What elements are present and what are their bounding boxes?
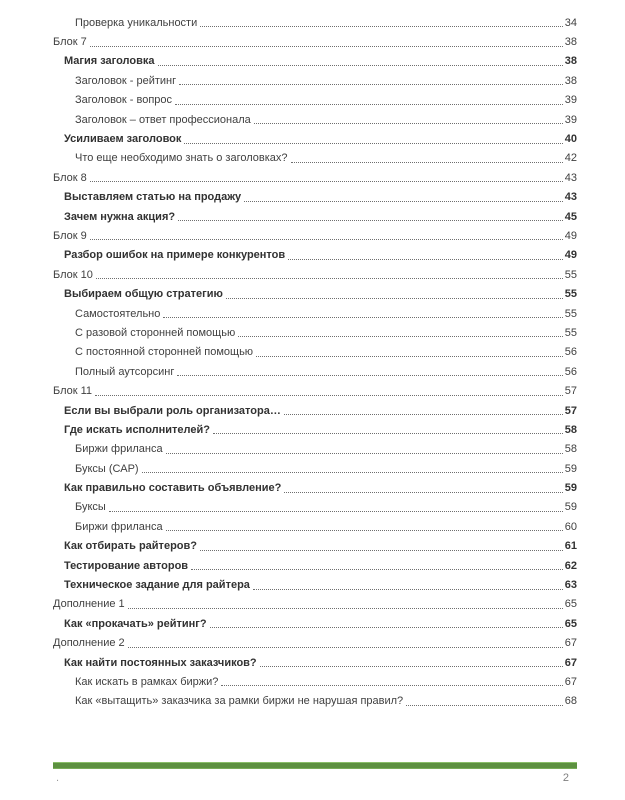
toc-entry-page: 67 [564, 675, 577, 688]
toc-entry[interactable] [53, 207, 577, 226]
dot-leader [200, 542, 563, 551]
toc-entry-page: 42 [564, 152, 577, 165]
toc-entry-label: Техническое задание для райтера [64, 579, 250, 592]
dot-leader [178, 212, 563, 221]
toc-entry[interactable] [53, 595, 577, 614]
toc-entry-page: 57 [564, 385, 577, 398]
toc-entry-label: Как отбирать райтеров? [64, 540, 197, 553]
toc-entry-page: 38 [564, 36, 577, 49]
toc-entry-label: Что еще необходимо знать о заголовках? [75, 152, 288, 165]
toc-entry-page: 59 [564, 501, 577, 514]
toc-entry[interactable] [53, 129, 577, 148]
toc-entry-page: 58 [564, 443, 577, 456]
toc-entry[interactable] [53, 575, 577, 594]
toc-entry-label: Как искать в рамках биржи? [75, 675, 219, 688]
footer-divider-bar [53, 762, 577, 769]
toc-entry-page: 49 [564, 229, 577, 242]
toc-entry-label: Биржи фриланса [75, 520, 163, 533]
toc-entry-page: 67 [564, 656, 577, 669]
toc-entry[interactable] [53, 71, 577, 90]
toc-entry[interactable] [53, 614, 577, 633]
toc-entry-page: 38 [564, 74, 577, 87]
toc-entry-page: 45 [564, 210, 577, 223]
toc-entry[interactable] [53, 420, 577, 439]
toc-entry[interactable] [53, 381, 577, 400]
toc-entry-label: Буксы [75, 501, 106, 514]
toc-entry-label: Биржи фриланса [75, 443, 163, 456]
toc-entry-label: Как «прокачать» рейтинг? [64, 617, 207, 630]
toc-entry[interactable] [53, 168, 577, 187]
toc-entry-label: Самостоятельно [75, 307, 161, 320]
toc-entry[interactable] [53, 362, 577, 381]
toc-entry-page: 43 [564, 191, 577, 204]
dot-leader [90, 38, 563, 47]
toc-entry-page: 55 [564, 307, 577, 320]
toc-entry-page: 49 [564, 249, 577, 262]
dot-leader [253, 581, 563, 590]
toc-entry-label: Блок 10 [53, 268, 93, 281]
toc-entry[interactable] [53, 343, 577, 362]
toc-entry[interactable] [53, 556, 577, 575]
dot-leader [166, 445, 563, 454]
toc-entry-page: 61 [564, 540, 577, 553]
toc-entry[interactable] [53, 226, 577, 245]
toc-entry[interactable] [53, 478, 577, 497]
toc-entry[interactable] [53, 672, 577, 691]
toc-entry-page: 40 [564, 133, 577, 146]
toc-entry-page: 59 [564, 482, 577, 495]
toc-entry[interactable] [53, 498, 577, 517]
toc-entry-label: С разовой сторонней помощью [75, 326, 236, 339]
toc-entry-page: 39 [564, 94, 577, 107]
toc-entry-label: Если вы выбрали роль организатора… [64, 404, 281, 417]
dot-leader [256, 348, 563, 357]
toc-entry-page: 65 [564, 598, 577, 611]
toc-entry-label: Блок 7 [53, 36, 87, 49]
toc-entry[interactable] [53, 188, 577, 207]
toc-entry-page: 62 [564, 559, 577, 572]
toc-entry-page: 39 [564, 113, 577, 126]
toc-entry-page: 43 [564, 171, 577, 184]
toc-entry[interactable] [53, 13, 577, 32]
table-of-contents [53, 13, 577, 711]
toc-entry[interactable] [53, 440, 577, 459]
toc-entry[interactable] [53, 634, 577, 653]
toc-entry-label: Магия заголовка [64, 55, 155, 68]
toc-entry-label: Блок 11 [53, 385, 93, 398]
dot-leader [210, 619, 563, 628]
dot-leader [142, 464, 563, 473]
toc-entry-page: 59 [564, 462, 577, 475]
toc-entry[interactable] [53, 265, 577, 284]
toc-entry-label: Как «вытащить» заказчика за рамки биржи не нарушая правил? [75, 695, 404, 708]
dot-leader [166, 522, 563, 531]
dot-leader [177, 367, 562, 376]
toc-entry-page: 56 [564, 365, 577, 378]
toc-entry-label: Выбираем общую стратегию [64, 288, 223, 301]
dot-leader [191, 561, 563, 570]
toc-entry-label: Разбор ошибок на примере конкурентов [64, 249, 286, 262]
dot-leader [284, 484, 562, 493]
dot-leader [90, 231, 563, 240]
dot-leader [260, 658, 563, 667]
footer-stray-mark: . [56, 772, 60, 784]
dot-leader [213, 425, 563, 434]
toc-entry-label: Проверка уникальности [75, 16, 198, 29]
toc-entry-page: 67 [564, 637, 577, 650]
dot-leader [163, 309, 562, 318]
toc-entry-label: Где искать исполнителей? [64, 423, 210, 436]
toc-entry-label: Тестирование авторов [64, 559, 189, 572]
toc-entry[interactable] [53, 401, 577, 420]
dot-leader [158, 57, 563, 66]
dot-leader [96, 270, 563, 279]
dot-leader [175, 96, 563, 105]
toc-entry-label: Как правильно составить объявление? [64, 482, 282, 495]
toc-entry-label: Усиливаем заголовок [64, 133, 182, 146]
toc-entry-label: С постоянной сторонней помощью [75, 346, 254, 359]
dot-leader [284, 406, 563, 415]
toc-entry[interactable] [53, 653, 577, 672]
toc-entry[interactable] [53, 537, 577, 556]
toc-entry[interactable] [53, 110, 577, 129]
dot-leader [90, 173, 563, 182]
dot-leader [254, 115, 563, 124]
dot-leader [288, 251, 563, 260]
dot-leader [291, 154, 563, 163]
dot-leader [184, 135, 562, 144]
toc-entry[interactable] [53, 323, 577, 342]
toc-entry-label: Полный аутсорсинг [75, 365, 175, 378]
toc-entry[interactable] [53, 52, 577, 71]
toc-entry-page: 58 [564, 423, 577, 436]
toc-entry-page: 34 [564, 16, 577, 29]
toc-entry-page: 60 [564, 520, 577, 533]
dot-leader [109, 503, 563, 512]
toc-entry-label: Заголовок - вопрос [75, 94, 173, 107]
toc-entry-label: Зачем нужна акция? [64, 210, 176, 223]
toc-entry-page: 55 [564, 288, 577, 301]
toc-entry-label: Заголовок – ответ профессионала [75, 113, 251, 126]
toc-entry[interactable] [53, 91, 577, 110]
toc-entry[interactable] [53, 32, 577, 51]
toc-entry-label: Блок 8 [53, 171, 87, 184]
toc-entry-page: 63 [564, 579, 577, 592]
dot-leader [226, 290, 563, 299]
toc-entry-page: 55 [564, 326, 577, 339]
toc-entry-label: Дополнение 2 [53, 637, 125, 650]
toc-entry-label: Буксы (САР) [75, 462, 139, 475]
toc-entry[interactable] [53, 246, 577, 265]
toc-entry-label: Заголовок - рейтинг [75, 74, 177, 87]
toc-entry-page: 65 [564, 617, 577, 630]
toc-entry-page: 38 [564, 55, 577, 68]
toc-entry-label: Блок 9 [53, 229, 87, 242]
toc-entry[interactable] [53, 517, 577, 536]
dot-leader [179, 76, 563, 85]
toc-entry[interactable] [53, 459, 577, 478]
toc-entry[interactable] [53, 692, 577, 711]
toc-entry[interactable] [53, 284, 577, 303]
toc-entry-label: Как найти постоянных заказчиков? [64, 656, 257, 669]
toc-entry-page: 68 [564, 695, 577, 708]
page-number: 2 [562, 772, 569, 784]
dot-leader [221, 677, 562, 686]
toc-entry-page: 57 [564, 404, 577, 417]
dot-leader [238, 328, 563, 337]
dot-leader [244, 193, 563, 202]
dot-leader [128, 639, 563, 648]
toc-entry-label: Выставляем статью на продажу [64, 191, 242, 204]
toc-entry-label: Дополнение 1 [53, 598, 125, 611]
toc-entry[interactable] [53, 304, 577, 323]
toc-entry-page: 55 [564, 268, 577, 281]
dot-leader [95, 387, 563, 396]
toc-entry[interactable] [53, 149, 577, 168]
toc-entry-page: 56 [564, 346, 577, 359]
dot-leader [128, 600, 563, 609]
dot-leader [406, 697, 563, 706]
dot-leader [200, 18, 563, 27]
